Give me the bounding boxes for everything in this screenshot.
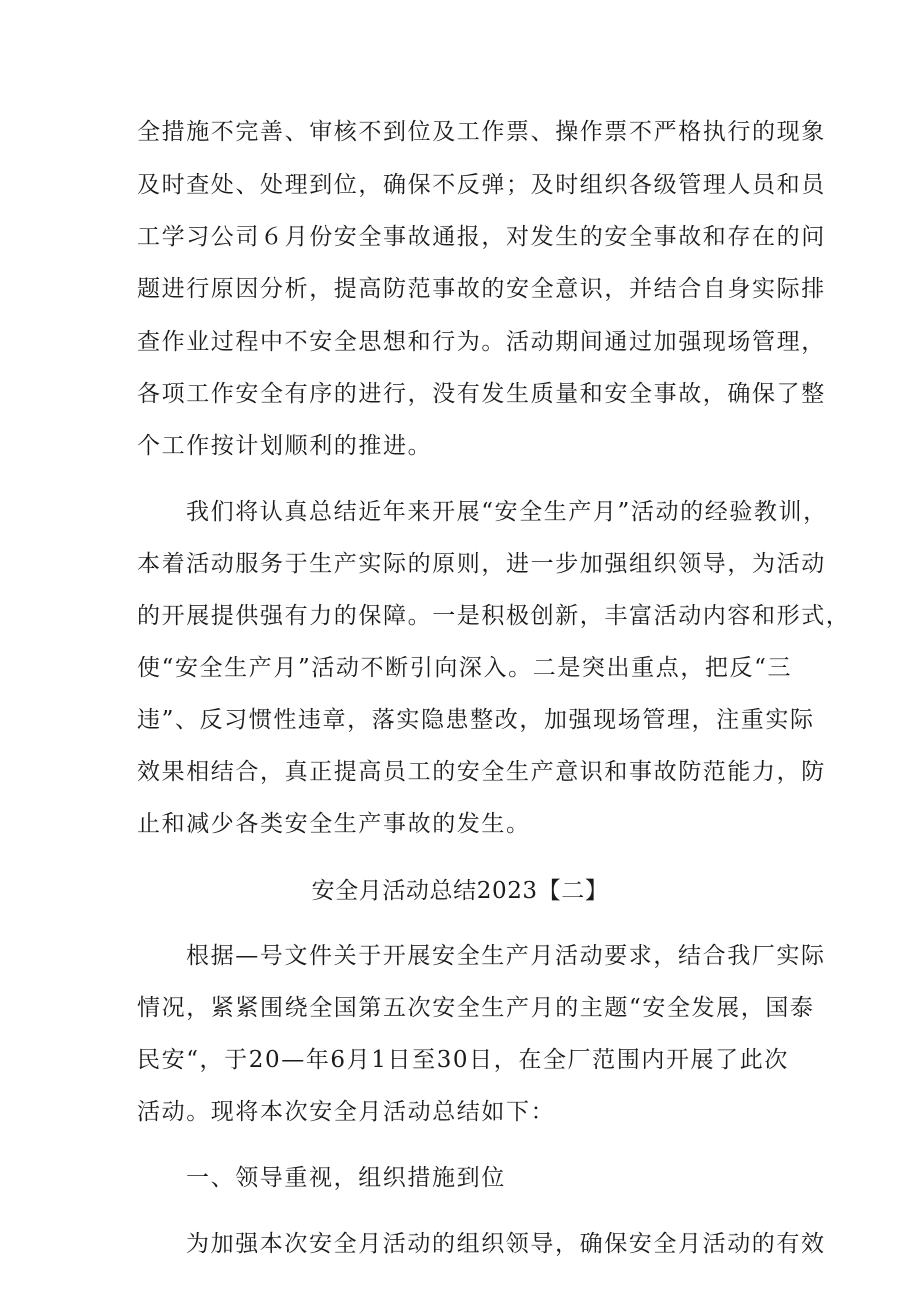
- paragraph-1-line-6: 各项工作安全有序的进行，没有发生质量和安全事故，确保了整: [137, 381, 826, 407]
- section-title: 安全月活动总结2023【二】: [311, 878, 609, 904]
- paragraph-1-line-1: 全措施不完善、审核不到位及工作票、操作票不严格执行的现象: [137, 119, 826, 145]
- paragraph-2-line-4: 使“安全生产月”活动不断引向深入。二是突出重点，把反“三: [137, 655, 793, 681]
- paragraph-2-line-6: 效果相结合，真正提高员工的安全生产意识和事故防范能力，防: [137, 759, 826, 785]
- paragraph-1-line-3: 工学习公司６月份安全事故通报，对发生的安全事故和存在的问: [137, 224, 826, 250]
- paragraph-2-line-3: 的开展提供强有力的保障。一是积极创新，丰富活动内容和形式，: [137, 603, 851, 629]
- paragraph-3-line-3: 民安“，于20—年6月1日至30日，在全厂范围内开展了此次: [137, 1047, 789, 1073]
- paragraph-2-line-5: 违”、反习惯性违章，落实隐患整改，加强现场管理，注重实际: [137, 707, 815, 733]
- paragraph-2-line-2: 本着活动服务于生产实际的原则，进一步加强组织领导，为活动: [137, 551, 826, 577]
- paragraph-1-line-4: 题进行原因分析，提高防范事故的安全意识，并结合自身实际排: [137, 276, 826, 302]
- paragraph-1-line-5: 查作业过程中不安全思想和行为。活动期间通过加强现场管理，: [137, 329, 826, 355]
- paragraph-3-line-4: 活动。现将本次安全月活动总结如下：: [137, 1099, 556, 1125]
- paragraph-2-line-1: 我们将认真总结近年来开展“安全生产月”活动的经验教训，: [186, 499, 828, 525]
- paragraph-3-line-1: 根据—号文件关于开展安全生产月活动要求，结合我厂实际: [186, 943, 826, 969]
- paragraph-3-line-2: 情况，紧紧围绕全国第五次安全生产月的主题“安全发展，国泰: [137, 995, 815, 1021]
- paragraph-4-line-1: 为加强本次安全月活动的组织领导，确保安全月活动的有效: [186, 1231, 826, 1257]
- paragraph-1-line-2: 及时查处、处理到位，确保不反弹；及时组织各级管理人员和员: [137, 172, 826, 198]
- paragraph-2-line-7: 止和减少各类安全生产事故的发生。: [137, 811, 531, 837]
- subheading-1: 一、领导重视，组织措施到位: [186, 1165, 506, 1191]
- paragraph-1-line-7: 个工作按计划顺利的推进。: [137, 433, 433, 459]
